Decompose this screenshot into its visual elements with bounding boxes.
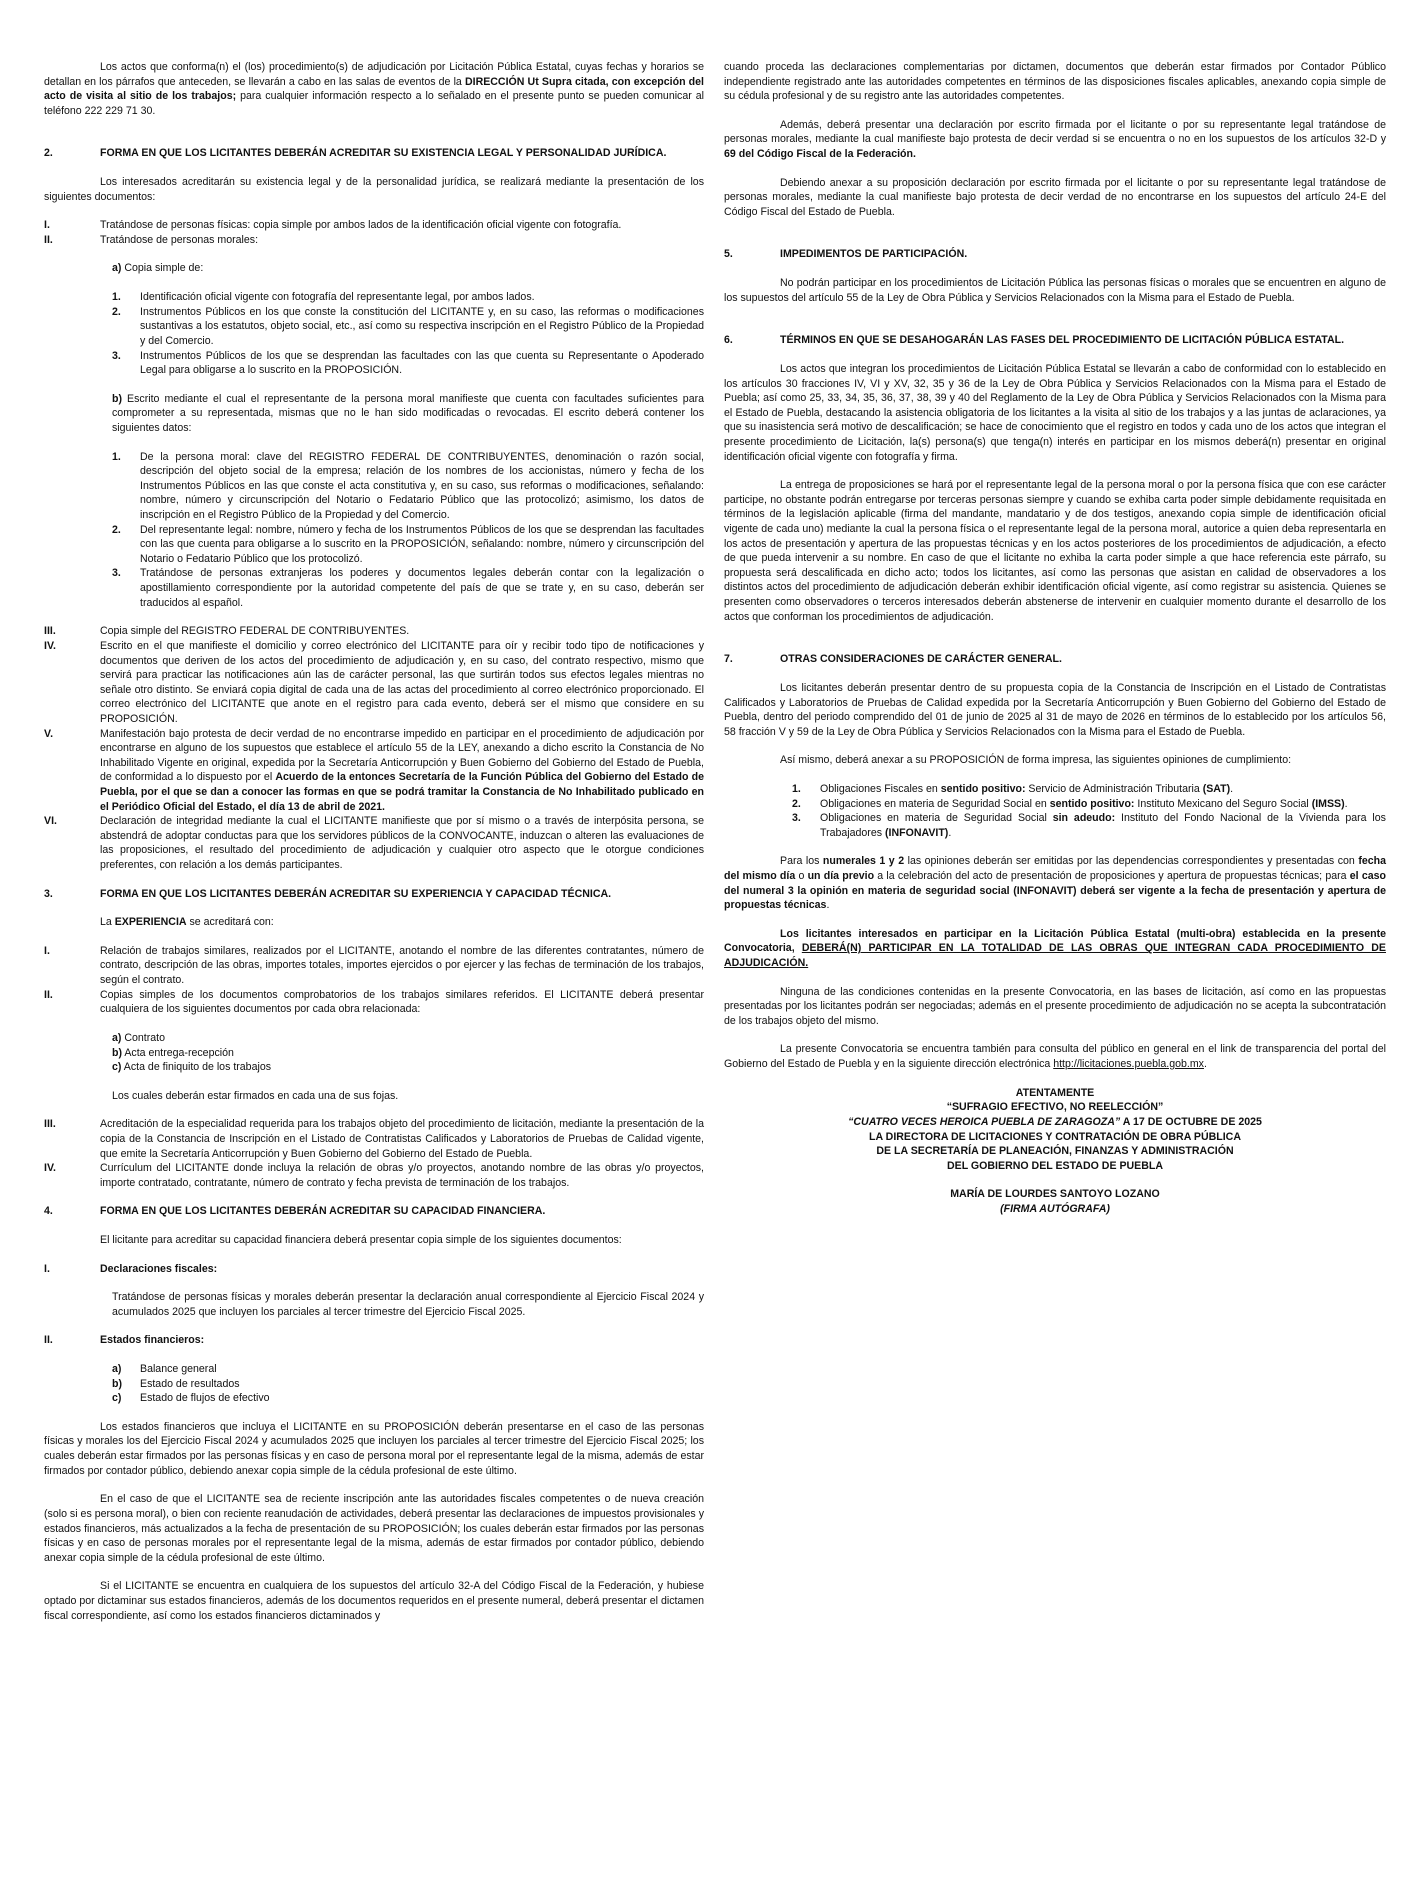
- sig-secretaria: DE LA SECRETARÍA DE PLANEACIÓN, FINANZAS Y ADMINISTRACIÓN: [876, 1145, 1234, 1158]
- s2-item-vi: VI. Declaración de integridad mediante la cual el LICITANTE manifieste que por sí mismo o a través de interpósita persona, se abstendrá de adoptar conductas para que los servidores públicos de la CONVOCANTE, induzcan o alteren las evaluaciones de las proposiciones, el resultado del procedimiento de adjudicación y cualquier otro aspecto que le otorgue condiciones preferentes, con relación a los demás participantes.: [44, 815, 704, 872]
- signature-block: [724, 1086, 1386, 1217]
- section-2-intro: Los interesados acreditarán su existencia legal y de la personalidad jurídica, se realizará mediante la presentación de los siguientes documentos:: [44, 176, 704, 203]
- s2-a-item: 1. Identificación oficial vigente con fotografía del representante legal, por ambos lados.: [112, 291, 535, 304]
- s3-doc-item: b) Acta entrega-recepción: [112, 1046, 234, 1059]
- s3-item-iv: IV. Currículum del LICITANTE donde incluya la relación de obras y/o proyectos, anotando nombre de las obras y/o proyectos, importe contratado, contratante, número de contrato y fecha prevista de terminación de los trabajos.: [44, 1162, 704, 1189]
- sig-name: MARÍA DE LOURDES SANTOYO LOZANO: [950, 1188, 1160, 1201]
- s2-b-heading: b) Escrito mediante el cual el representante de la persona moral manifieste que cuenta con facultades suficientes para comprometer a su representada, mismas que no le han sido modificadas o revocadas. El escrito deberá contener los siguientes datos:: [112, 392, 704, 434]
- s4-estado-item: c) Estado de flujos de efectivo: [112, 1392, 270, 1405]
- s4-item-i-text: Tratándose de personas físicas y morales deberán presentar la declaración anual correspondiente al Ejercicio Fiscal 2024 y acumulados 2025 que incluyen los parciales al tercer trimestre del Ejercicio Fiscal 2025.: [112, 1291, 704, 1318]
- consulta-paragraph: La presente Convocatoria se encuentra también para consulta del público en general en el link de transparencia del portal del Gobierno del Estado de Puebla y en la siguiente dirección electrónica http://licitaciones.puebla.gob.mx.: [724, 1043, 1386, 1071]
- sig-lema: “SUFRAGIO EFECTIVO, NO REELECCIÓN”: [946, 1101, 1164, 1114]
- s4-paragraph: En el caso de que el LICITANTE sea de reciente inscripción ante las autoridades fiscales competentes o de nueva creación (solo si es persona moral), o bien con reciente reanudación de actividades, deberá presentar las declaraciones de impuestos provisionales y estados financieros, más actualizados a la fecha de presentación de su PROPOSICIÓN; los cuales deberán estar firmados por las personas físicas y en caso de personas morales por el representante legal de la misma, además de estar firmados por contador público, debiendo anexar copia simple de la cédula profesional de este último.: [44, 1493, 704, 1564]
- s2-b-item: 3. Tratándose de personas extranjeras los poderes y documentos legales deberán contar con la legalización o apostillamiento correspondiente por la autoridad competente del país de que se trate y, en su caso, deberán ser traducidos al español.: [112, 567, 704, 609]
- s4-estado-item: b) Estado de resultados: [112, 1377, 240, 1390]
- section-6-paragraph: La entrega de proposiciones se hará por el representante legal de la persona moral o por la persona física que con ese carácter participe, no obstante podrán entregarse por terceras personas siempre y cuando se exhiba carta poder simple debidamente requisitada en términos de la legislación aplicable (firma del mandante, mandatario y de dos testigos, anexando copia simple de identificación oficial vigente de cada uno) mediante la cual la persona física o el representante legal de la persona moral, autorice a quien deba representarla en los actos de presentación y apertura de las propuestas técnicas y en los actos posteriores de los procedimientos de adjudicación, a efecto de que pueda intervenir a su nombre. En caso de que el licitante no exhiba la carta poder simple a que hace referencia este párrafo, su propuesta será descalificada en dicho acto; todos los licitantes, así como las personas que asistan en calidad de observadores a los distintos actos del procedimiento de adjudicación deberán exhibir identificación oficial vigente, así como registrar su asistencia. Quienes se presenten como observadores o terceros interesados deberán abstenerse de intervenir en cualquier momento durante el desarrollo de los actos que conforman los procedimientos de adjudicación.: [724, 479, 1386, 623]
- s4-paragraph: Si el LICITANTE se encuentra en cualquiera de los supuestos del artículo 32-A del Código Fiscal de la Federación, y hubiese optado por dictaminar sus estados financieros, además de los documentos requeridos en el presente numeral, deberá presentar el dictamen fiscal correspondiente, así como los estados financieros dictaminados y: [44, 1580, 704, 1622]
- section-4-intro: El licitante para acreditar su capacidad financiera deberá presentar copia simple de los siguientes documentos:: [100, 1234, 622, 1246]
- left-column: [44, 60, 704, 1637]
- right-column: [724, 60, 1386, 1217]
- anexar-paragraph: Debiendo anexar a su proposición declaración por escrito firmada por el licitante o por su representante legal tratándose de personas morales, mediante la cual manifieste bajo protesta de decir verdad de no encontrarse en los supuestos del artículo 24-E del Código Fiscal del Estado de Puebla.: [724, 176, 1386, 218]
- s2-item-iii: III. Copia simple del REGISTRO FEDERAL DE CONTRIBUYENTES.: [44, 625, 410, 638]
- intro-paragraph: Los actos que conforma(n) el (los) procedimiento(s) de adjudicación por Licitación Pública Estatal, cuyas fechas y horarios se detallan en los párrafos que anteceden, se llevarán a cabo en las salas de eventos de la DIRECCIÓN Ut Supra citada, con excepción del acto de visita al sitio de los trabajos; para cualquier información respecto a lo señalado en el presente punto se pueden comunicar al teléfono 222 229 71 30.: [44, 61, 705, 117]
- section-7-paragraph: Así mismo, deberá anexar a su PROPOSICIÓN de forma impresa, las siguientes opiniones de cumplimiento:: [780, 754, 1292, 767]
- s2-item-ii: II. Tratándose de personas morales:: [44, 233, 259, 246]
- negociacion-paragraph: Ninguna de las condiciones contenidas en la presente Convocatoria, en las bases de licitación, así como en las propuestas presentadas por los licitantes podrán ser negociadas; además en el presente procedimiento de adjudicación no se acepta la subcontratación de los trabajos objeto del mismo.: [724, 985, 1386, 1027]
- sig-fecha: “CUATRO VECES HEROICA PUEBLA DE ZARAGOZA” A 17 DE OCTUBRE DE 2025: [848, 1115, 1262, 1128]
- s4-estado-item: a) Balance general: [112, 1363, 217, 1376]
- s2-item-v: V. Manifestación bajo protesta de decir verdad de no encontrarse impedido en participar en el procedimiento de adjudicación por encontrarse en alguno de los supuestos que establece el artículo 55 de la LEY, anexando a dicho escrito la Constancia de No Inhabilitado Vigente en original, expedida por la Secretaría Anticorrupción y Buen Gobierno del Gobierno del Estado de Puebla, de conformidad a lo dispuesto por el Acuerdo de la entonces Secretaría de la Función Pública del Gobierno del Estado de Puebla, por el que se dan a conocer las formas en que se podrá tramitar la Constancia de No Inhabilitado publicado en el Periódico Oficial del Estado, el día 13 de abril de 2021.: [44, 727, 704, 813]
- sig-atentamente: ATENTAMENTE: [1015, 1086, 1095, 1099]
- section-3-heading: 3. FORMA EN QUE LOS LICITANTES DEBERÁN ACREDITAR SU EXPERIENCIA Y CAPACIDAD TÉCNICA.: [44, 887, 612, 900]
- section-3-intro: La EXPERIENCIA se acreditará con:: [100, 916, 274, 929]
- section-6-paragraph: Los actos que integran los procedimientos de Licitación Pública Estatal se llevarán a cabo de conformidad con lo establecido en los artículos 30 fracciones IV, VI y XV, 32, 35 y 36 de la Ley de Obra Pública y Servicios Relacionados con la Misma para el Estado de Puebla; así como 25, 33, 34, 35, 36, 37, 38, 39 y 40 del Reglamento de la Ley de Obra Pública y Servicios Relacionados con la Misma para el Estado de Puebla, destacando la asistencia obligatoria de los licitantes a la visita al sitio de los trabajos y a las juntas de aclaraciones, ya que su inasistencia será motivo de descalificación; se hace de conocimiento que el registro en todos y cada uno de los actos que integran el presente procedimiento de Licitación, la(s) persona(s) que tenga(n) interés en participar en los mismos deberá(n) presentar en original identificación oficial vigente con fotografía y firma.: [724, 362, 1386, 463]
- section-5-heading: 5. IMPEDIMENTOS DE PARTICIPACIÓN.: [724, 248, 968, 261]
- continuation-paragraph: cuando proceda las declaraciones complementarias por dictamen, documentos que deberán estar firmados por Contador Público independiente registrado ante las autoridades competentes en términos de las disposiciones fiscales aplicables, anexando copia simple de su cédula profesional y de su registro ante las autoridades competentes.: [724, 61, 1386, 103]
- s3-doc-item: a) Contrato: [112, 1031, 165, 1044]
- section-2-heading: 2. FORMA EN QUE LOS LICITANTES DEBERÁN ACREDITAR SU EXISTENCIA LEGAL Y PERSONALIDAD JURÍDICA.: [44, 147, 667, 160]
- opinion-item: 3. Obligaciones en materia de Seguridad Social sin adeudo: Instituto del Fondo Nacional de la Vivienda para los Trabajadores (INFONAVIT).: [792, 812, 1386, 839]
- section-4-heading: 4. FORMA EN QUE LOS LICITANTES DEBERÁN ACREDITAR SU CAPACIDAD FINANCIERA.: [44, 1205, 546, 1218]
- s2-a-item: 2. Instrumentos Públicos en los que conste la constitución del LICITANTE y, en su caso, las reformas o modificaciones sustantivas a los estatutos, objeto social, etc., así como su respectiva inscripción en el Registro Público de la Propiedad y del Comercio.: [112, 305, 704, 347]
- s2-item-i: I. Tratándose de personas físicas: copia simple por ambos lados de la identificación oficial vigente con fotografía.: [44, 219, 622, 232]
- s4-item-i: I. Declaraciones fiscales:: [44, 1262, 218, 1275]
- section-5-text: No podrán participar en los procedimientos de Licitación Pública las personas físicas o morales que se encuentren en alguno de los supuestos del artículo 55 de la Ley de Obra Pública y Servicios Relacionados con la Misma para el Estado de Puebla.: [724, 277, 1386, 304]
- s2-b-item: 2. Del representante legal: nombre, número y fecha de los Instrumentos Públicos de los que se desprendan las facultades con las que cuenta para obligarse a lo suscrito en la PROPOSICIÓN, señalando: nombre, número y circunscripción del Notario o Fedatario Público que los protocolizó.: [112, 523, 704, 565]
- s4-item-ii: II. Estados financieros:: [44, 1334, 205, 1347]
- sig-firma: (FIRMA AUTÓGRAFA): [1000, 1202, 1110, 1215]
- sig-gobierno: DEL GOBIERNO DEL ESTADO DE PUEBLA: [946, 1159, 1164, 1172]
- s2-item-iv: IV. Escrito en el que manifieste el domicilio y correo electrónico del LICITANTE para oír y recibir todo tipo de notificaciones y documentos que deriven de los actos del procedimiento de adjudicación y, en su caso, del contrato respectivo, mismo que servirá para practicar las notificaciones aún las de carácter personal, las que surtirán todos sus efectos legales mientras no señale otro distinto. Se enviará copia digital de cada una de las actas del procedimiento al correo electrónico proporcionado. El correo electrónico del LICITANTE que anote en el registro para cada evento, deberá ser el mismo que considere en su PROPOSICIÓN.: [44, 639, 704, 725]
- licitaciones-link[interactable]: http://licitaciones.puebla.gob.mx: [1053, 1058, 1204, 1071]
- numerales-paragraph: Para los numerales 1 y 2 las opiniones deberán ser emitidas por las dependencias correspondientes y presentadas con fecha del mismo día o un día previo a la celebración del acto de presentación de proposiciones y apertura de propuestas técnicas; para el caso del numeral 3 la opinión en materia de seguridad social (INFONAVIT) deberá ser vigente a la fecha de presentación y apertura de propuestas técnicas.: [724, 855, 1386, 912]
- s2-a-item: 3. Instrumentos Públicos de los que se desprendan las facultades con las que cuenta su Representante o Apoderado Legal para obligarse a lo suscrito en la PROPOSICIÓN.: [112, 349, 704, 377]
- s3-doc-item: c) Acta de finiquito de los trabajos: [112, 1061, 272, 1074]
- s3-firmados: Los cuales deberán estar firmados en cada una de sus fojas.: [112, 1089, 399, 1102]
- section-7-heading: 7. OTRAS CONSIDERACIONES DE CARÁCTER GENERAL.: [724, 653, 1062, 666]
- section-6-heading: 6. TÉRMINOS EN QUE SE DESAHOGARÁN LAS FASES DEL PROCEDIMIENTO DE LICITACIÓN PÚBLICA ESTATAL.: [724, 334, 1345, 347]
- sig-cargo: LA DIRECTORA DE LICITACIONES Y CONTRATACIÓN DE OBRA PÚBLICA: [869, 1130, 1241, 1143]
- opinion-item: 1. Obligaciones Fiscales en sentido positivo: Servicio de Administración Tributaria (SAT).: [792, 782, 1234, 795]
- s3-item-i: I. Relación de trabajos similares, realizados por el LICITANTE, anotando el nombre de las diferentes contratantes, número de contrato, descripción de las obras, importes totales, importes ejercidos o por ejercer y las fechas de terminación de los trabajos, según el contrato.: [44, 944, 704, 987]
- s3-item-ii: II. Copias simples de los documentos comprobatorios de los trabajos similares referidos. El LICITANTE deberá presentar cualquiera de los siguientes documentos por cada obra relacionada:: [44, 988, 704, 1016]
- opinion-item: 2. Obligaciones en materia de Seguridad Social en sentido positivo: Instituto Mexicano del Seguro Social (IMSS).: [792, 797, 1348, 810]
- multi-obra-paragraph: Los licitantes interesados en participar en la Licitación Pública Estatal (multi-obra) establecida en la presente Convocatoria, DEBERÁ(N) PARTICIPAR EN LA TOTALIDAD DE LAS OBRAS QUE INTEGRAN CADA PROCEDIMIENTO DE ADJUDICACIÓN.: [724, 927, 1386, 970]
- s3-item-iii: III. Acreditación de la especialidad requerida para los trabajos objeto del procedimiento de licitación, mediante la presentación de la copia de la Constancia de Inscripción en el Listado de Contratistas Calificados y Laboratorios de Pruebas de Calidad vigente, que emite la Secretaría Anticorrupción y Buen Gobierno del Gobierno del Estado de Puebla.: [44, 1118, 704, 1160]
- ademas-paragraph: Además, deberá presentar una declaración por escrito firmada por el licitante o por su representante legal tratándose de personas morales, mediante la cual manifieste bajo protesta de decir verdad si se encuentra o no en los supuestos de los artículos 32-D y 69 del Código Fiscal de la Federación.: [724, 118, 1386, 161]
- section-7-paragraph: Los licitantes deberán presentar dentro de su propuesta copia de la Constancia de Inscripción en el Listado de Contratistas Calificados y Laboratorios de Pruebas de Calidad expedida por la Secretaría Anticorrupción y Buen Gobierno del Gobierno del Estado de Puebla, dentro del periodo comprendido del 01 de junio de 2025 al 31 de mayo de 2026 en términos de lo establecido por los artículos 56, 58 fracción V y 59 de la Ley de Obra Pública y Servicios Relacionados con la Misma para el Estado de Puebla.: [724, 681, 1386, 738]
- s2-b-item: 1. De la persona moral: clave del REGISTRO FEDERAL DE CONTRIBUYENTES, denominación o razón social, descripción del objeto social de la empresa; relación de los nombres de los accionistas, número y fecha de los Instrumentos Públicos en las que conste el acta constitutiva y, en su caso, sus reformas o modificaciones, señalando: nombre, número y circunscripción del Notario o Fedatario Público que las protocolizó; asimismo, los datos de inscripción en el Registro Público de la Propiedad y del Comercio.: [112, 450, 704, 522]
- s4-paragraph: Los estados financieros que incluya el LICITANTE en su PROPOSICIÓN deberán presentarse en el caso de las personas físicas y morales los del Ejercicio Fiscal 2024 y acumulados 2025 que incluyen los parciales al tercer trimestre del Ejercicio Fiscal 2025; los cuales deberán estar firmados por las personas físicas y en caso de persona moral por el representante legal de la misma, además de estar firmados por contador público, debiendo anexar copia simple de la cédula profesional de este último.: [44, 1420, 704, 1477]
- s2-a-heading: a) Copia simple de:: [112, 262, 204, 275]
